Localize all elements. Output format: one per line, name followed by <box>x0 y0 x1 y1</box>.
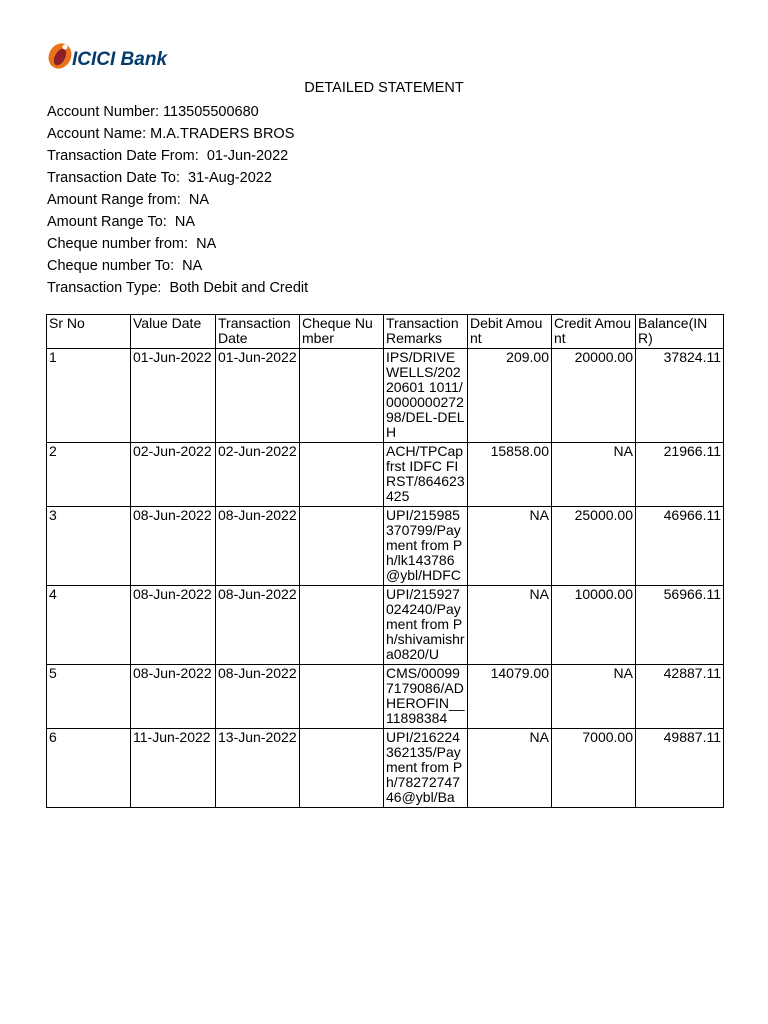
cell-credit: NA <box>552 665 636 729</box>
cell-value-date: 11-Jun-2022 <box>131 729 216 808</box>
cell-cheque-number <box>300 729 384 808</box>
header-sr-no: Sr No <box>47 315 131 349</box>
account-details <box>47 101 308 299</box>
cell-value-date: 01-Jun-2022 <box>131 349 216 443</box>
header-credit-amount: Credit Amount <box>552 315 636 349</box>
cell-cheque-number <box>300 349 384 443</box>
transactions-table <box>46 314 724 808</box>
cell-value-date: 08-Jun-2022 <box>131 507 216 586</box>
cell-debit: 15858.00 <box>468 443 552 507</box>
table-header-row <box>47 315 724 349</box>
cell-remarks: ACH/TPCapfrst IDFC FIRST/864623425 <box>384 443 468 507</box>
cheque-number-to: Cheque number To: NA <box>47 258 203 274</box>
cell-value-date: 08-Jun-2022 <box>131 665 216 729</box>
amount-range-from: Amount Range from: NA <box>47 192 209 208</box>
cell-balance: 21966.11 <box>636 443 724 507</box>
cell-cheque-number <box>300 443 384 507</box>
cell-remarks: UPI/215927024240/Payment from Ph/shivamishra0820/U <box>384 586 468 665</box>
header-balance: Balance(INR) <box>636 315 724 349</box>
cheque-number-from: Cheque number from: NA <box>47 236 217 252</box>
account-name: Account Name: M.A.TRADERS BROS <box>47 126 295 142</box>
transaction-type: Transaction Type: Both Debit and Credit <box>47 280 309 296</box>
table-row <box>47 349 724 443</box>
table-row <box>47 507 724 586</box>
cell-value-date: 08-Jun-2022 <box>131 586 216 665</box>
cell-transaction-date: 02-Jun-2022 <box>216 443 300 507</box>
cell-balance: 49887.11 <box>636 729 724 808</box>
cell-remarks: UPI/215985370799/Payment from Ph/lk143786@ybl/HDFC <box>384 507 468 586</box>
cell-credit: NA <box>552 443 636 507</box>
amount-range-to: Amount Range To: NA <box>47 214 196 230</box>
header-cheque-number: Cheque Number <box>300 315 384 349</box>
cell-sr-no: 3 <box>47 507 131 586</box>
cell-transaction-date: 08-Jun-2022 <box>216 507 300 586</box>
cell-sr-no: 2 <box>47 443 131 507</box>
cell-remarks: UPI/216224362135/Payment from Ph/7827274746@ybl/Ba <box>384 729 468 808</box>
cell-balance: 46966.11 <box>636 507 724 586</box>
cell-debit: 14079.00 <box>468 665 552 729</box>
cell-transaction-date: 01-Jun-2022 <box>216 349 300 443</box>
date-from: Transaction Date From: 01-Jun-2022 <box>47 148 289 164</box>
account-number: Account Number: 113505500680 <box>47 104 259 120</box>
table-row <box>47 586 724 665</box>
cell-sr-no: 5 <box>47 665 131 729</box>
cell-balance: 56966.11 <box>636 586 724 665</box>
header-transaction-date: Transaction Date <box>216 315 300 349</box>
cell-transaction-date: 13-Jun-2022 <box>216 729 300 808</box>
cell-balance: 37824.11 <box>636 349 724 443</box>
table-row <box>47 729 724 808</box>
cell-debit: 209.00 <box>468 349 552 443</box>
cell-credit: 7000.00 <box>552 729 636 808</box>
header-debit-amount: Debit Amount <box>468 315 552 349</box>
date-to: Transaction Date To: 31-Aug-2022 <box>47 170 272 186</box>
cell-transaction-date: 08-Jun-2022 <box>216 665 300 729</box>
logo-wordmark: ICICI Bank <box>72 49 168 70</box>
cell-cheque-number <box>300 507 384 586</box>
table-row <box>47 665 724 729</box>
cell-cheque-number <box>300 665 384 729</box>
cell-credit: 20000.00 <box>552 349 636 443</box>
table-row <box>47 443 724 507</box>
cell-value-date: 02-Jun-2022 <box>131 443 216 507</box>
header-value-date: Value Date <box>131 315 216 349</box>
cell-debit: NA <box>468 729 552 808</box>
cell-transaction-date: 08-Jun-2022 <box>216 586 300 665</box>
cell-credit: 25000.00 <box>552 507 636 586</box>
header-transaction-remarks: Transaction Remarks <box>384 315 468 349</box>
cell-debit: NA <box>468 586 552 665</box>
cell-sr-no: 4 <box>47 586 131 665</box>
cell-balance: 42887.11 <box>636 665 724 729</box>
icici-bank-logo <box>46 40 186 72</box>
cell-credit: 10000.00 <box>552 586 636 665</box>
statement-title: DETAILED STATEMENT <box>304 80 464 96</box>
cell-cheque-number <box>300 586 384 665</box>
cell-remarks: CMS/000997179086/ADHEROFIN__11898384 <box>384 665 468 729</box>
cell-sr-no: 6 <box>47 729 131 808</box>
cell-sr-no: 1 <box>47 349 131 443</box>
cell-debit: NA <box>468 507 552 586</box>
cell-remarks: IPS/DRIVEWELLS/20220601 1011/000000027298/DEL-DELH <box>384 349 468 443</box>
